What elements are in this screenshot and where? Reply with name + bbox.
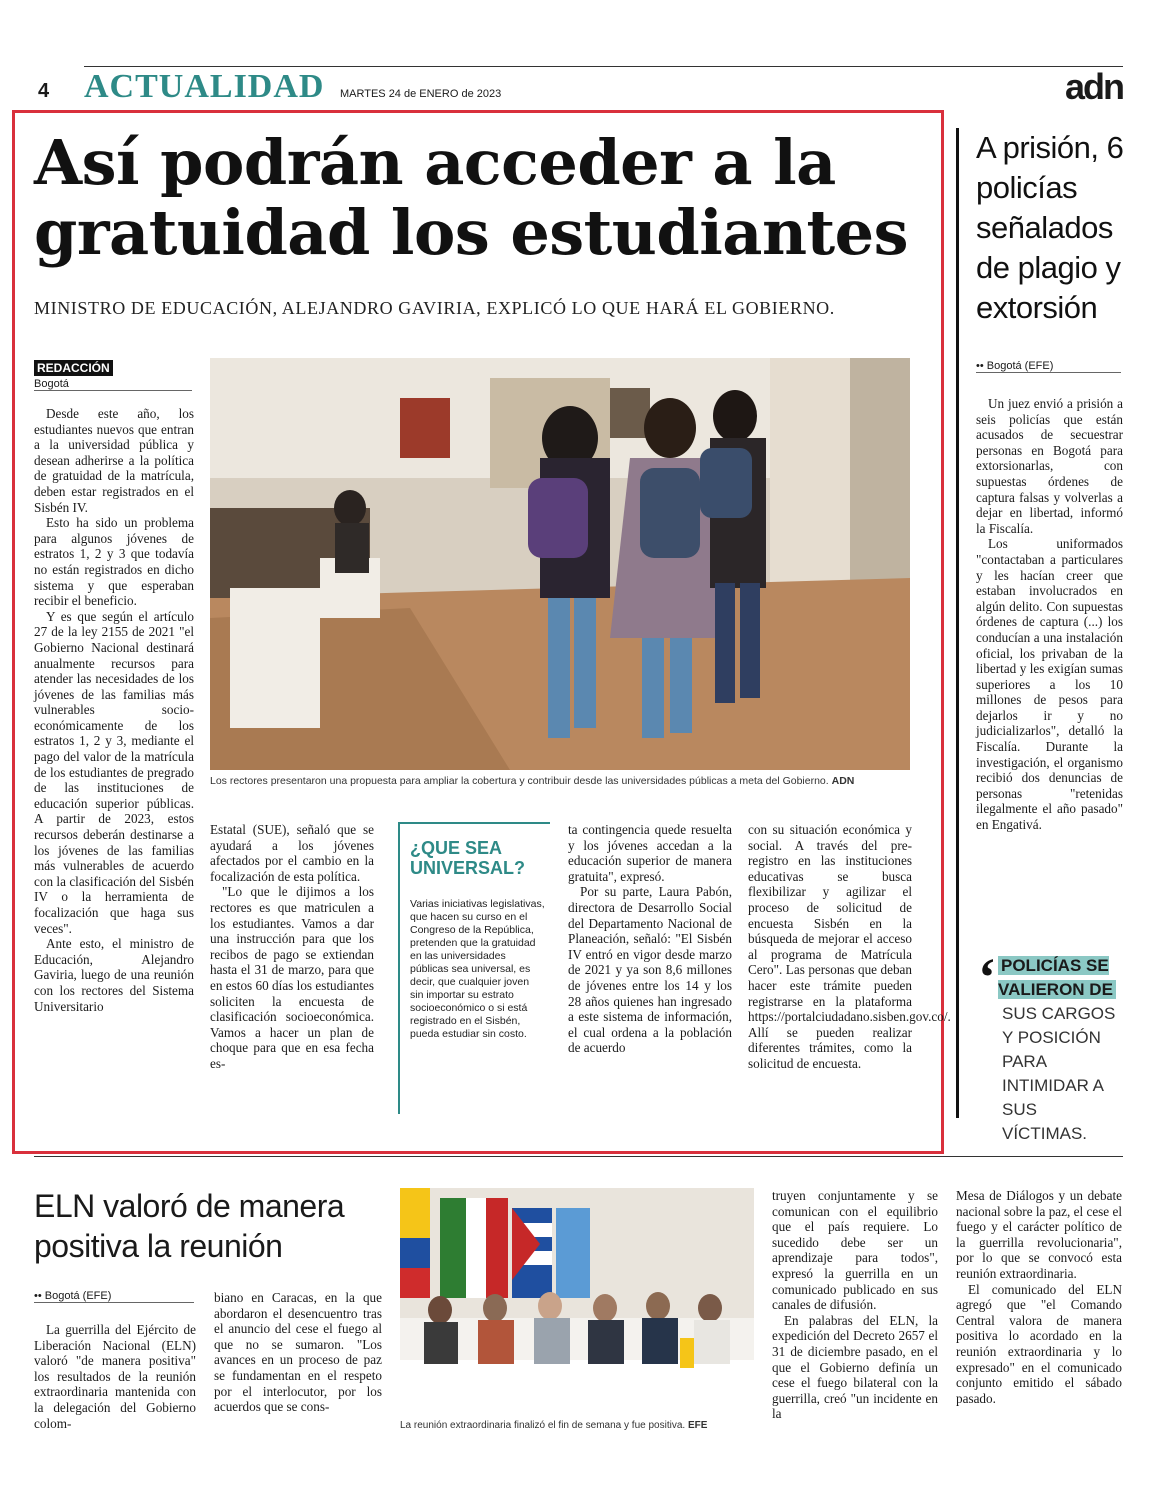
main-column-2 [210, 822, 374, 1072]
main-byline: REDACCIÓN [34, 360, 113, 376]
paragraph: con su situación económica y social. A través del pre-registro en las instituciones educativas se busca flexibilizar y agilizar el proceso de solicitud de encuesta Sisbén en la búsqueda de mejorar el acceso al programa de Matrícula Cero". Las personas que deban hacer este trámite pueden registrarse en la plataforma https://portalciudadano.sisben.gov.co/. Allí se pueden realizar diferentes trámites, como la solicitud de encuesta. [748, 822, 951, 1071]
paragraph: truyen conjuntamente y se comunican con el equilibrio que el país requiere. Lo sucedido debe ser un aprendizaje para todos", expresó la guerrilla en un comunicado publicado en sus canales de difusión. [772, 1188, 938, 1313]
paragraph: Por su parte, Laura Pabón, directora de Desarrollo Social del Departamento Nacional de Planeación, señaló: "El Sisbén IV entró en vigor desde marzo de 2021 y ya son 8,6 millones de jóvenes entre los 14 y los 28 años quienes han ingresado a este sistema de información, el cual ordena a la población de acuerdo [568, 884, 732, 1056]
bottom-column-2 [214, 1290, 382, 1415]
main-byline-city: Bogotá [34, 378, 192, 391]
page-number: 4 [38, 80, 50, 102]
paragraph: Y es que según el artículo 27 de la ley 2155 de 2021 "el Gobierno Nacional destinará anualmente recursos para atender las necesidades de los jóvenes de las familias más vulnerables socio-económicamente de los estratos 1, 2 y 3, mediante el pago del valor de la matrícula de los estudiantes de pregrado de las instituciones de educación superior públicas. A partir de 2023, estos recursos deberán destinarse a los jóvenes de las familias más vulnerables de acuerdo con la clasificación del Sisbén IV o la herramienta de focalización que haga sus veces". [34, 608, 194, 936]
bottom-column-1 [34, 1322, 196, 1431]
photo-caption-text: Los rectores presentaron una propuesta para ampliar la cobertura y contribuir desde las universidades públicas a meta del Gobierno. [210, 775, 829, 787]
sidebox-body: Varias iniciativas legislativas, que hacen su curso en el Congreso de la República, pretenden que la gratuidad en las universidades públicas sea universal, es decir, que cualquier joven sin importar su estrato socioeconómico o si está registrado en el Sisbén, pueda estudiar sin costo. [410, 898, 545, 1040]
paragraph: Ante esto, el ministro de Educación, Alejandro Gaviria, luego de una reunión con los rectores del Sistema Universitario [34, 936, 194, 1014]
eln-meeting-photo [400, 1188, 754, 1416]
students-photo-illustration [210, 358, 910, 770]
pull-quote-text: SUS CARGOS Y POSICIÓN PARA INTIMIDAR A SUS VÍCTIMAS. [1002, 1004, 1116, 1143]
students-photo [210, 358, 910, 770]
sidebox-title: ¿QUE SEA UNIVERSAL? [410, 838, 526, 878]
paragraph: Esto ha sido un problema para algunos jóvenes de estratos 1, 2 y 3 que todavía no están registrados en dicho sistema y que esperaban recibir el beneficio. [34, 515, 194, 609]
bottom-column-3 [772, 1188, 938, 1422]
right-byline: •• Bogotá (EFE) [976, 360, 1121, 373]
main-column-4 [568, 822, 732, 1056]
pull-quote-highlight [998, 954, 1122, 1002]
photo-caption [210, 775, 910, 787]
bottom-byline: •• Bogotá (EFE) [34, 1290, 194, 1303]
eln-photo-caption-credit: EFE [687, 1420, 708, 1431]
quote-mark-icon: ‘ [978, 947, 996, 1007]
header-rule [84, 66, 1123, 67]
main-headline: Así podrán acceder a la gratuidad los estudiantes [34, 126, 909, 269]
paragraph: biano en Caracas, en la que abordaron el desencuentro tras el anuncio del cese el fuego al que no se sumaron. "Los avances en un proceso de paz se fundamentan en el respeto por el interlocutor, por los acuerdos que se cons- [214, 1290, 382, 1415]
bottom-story-rule [34, 1156, 1123, 1157]
paragraph: En palabras del ELN, la expedición del Decreto 2657 el 31 de diciembre pasado, en el que el Gobierno definía un cese el fuego bilateral con la guerrilla, creó "un incidente en la [772, 1312, 938, 1422]
paragraph: Desde este año, los estudiantes nuevos que entran a la universidad pública y desean adherirse a la política de gratuidad de la matrícula, deben estar registrados en el Sisbén IV. [34, 406, 194, 515]
eln-photo-caption-text: La reunión extraordinaria finalizó el fin de semana y fue positiva. [400, 1420, 686, 1431]
main-column-1 [34, 406, 194, 1014]
pull-quote-highlight-text: POLICÍAS SE VALIERON DE [998, 956, 1116, 999]
main-subhead: MINISTRO DE EDUCACIÓN, ALEJANDRO GAVIRIA, EXPLICÓ LO QUE HARÁ EL GOBIERNO. [34, 298, 835, 318]
paragraph: Un juez envió a prisión a seis policías que están acusados de secuestrar personas en Bogotá para extorsionarlas, con supuestas órdenes de captura falsas y volverlas a dejar en libertad, informó la Fiscalía. [976, 396, 1123, 536]
paragraph: El comunicado del ELN agregó que "el Comando Central valora de manera positiva lo acordado en la reunión extraordinaria y lo expresado" en el comunicado conjunto emitido el sábado pasado. [956, 1281, 1122, 1406]
bottom-headline: ELN valoró de manera positiva la reunión [34, 1188, 345, 1264]
paragraph: Estatal (SUE), señaló que se ayudará a los jóvenes afectados por el cambio en la focalización de esta política. [210, 822, 374, 884]
right-body [976, 396, 1123, 833]
bottom-column-4 [956, 1188, 1122, 1406]
paragraph: Mesa de Diálogos y un debate nacional sobre la paz, el cese el fuego y el carácter político de la guerrilla revolucionaria", por lo que se convocó esta reunión extraordinaria. [956, 1188, 1122, 1281]
photo-caption-credit: ADN [831, 775, 855, 787]
issue-date: MARTES 24 de ENERO de 2023 [340, 88, 502, 100]
paragraph: "Lo que le dijimos a los rectores es que matriculen a los estudiantes. Vamos a dar una instrucción para que los recibos de pago se extiendan hasta el 31 de marzo, para que en estos 60 días los estudiantes soliciten la encuesta de clasificación socioeconómica. Vamos a hacer un plan de choque para que en esa fecha es- [210, 884, 374, 1071]
adn-logo: adn [1064, 66, 1123, 107]
main-column-5 [748, 822, 951, 1072]
eln-photo-caption [400, 1420, 754, 1431]
right-story-rule [956, 128, 959, 1118]
section-title: ACTUALIDAD [84, 68, 325, 105]
eln-meeting-photo-illustration [400, 1188, 754, 1416]
paragraph: Los uniformados "contactaban a particulares y les hacían creer que estaban involucrados en algún delito. Con supuestas órdenes de captura (...) los conducían a una instalación oficial, los privaban de la libertad y les exigían sumas superiores a los 10 millones de pesos para dejarlos ir y no judicializarlos", detalló la Fiscalía. Durante la investigación, el organismo recibió dos denuncias de personas "retenidas ilegalmente el año pasado" en Engativá. [976, 536, 1123, 833]
paragraph: ta contingencia quede resuelta y los jóvenes accedan a la educación superior de manera gratuita", expresó. [568, 822, 732, 884]
right-headline: A prisión, 6 policías señalados de plagio y extorsión [976, 130, 1124, 325]
paragraph: La guerrilla del Ejército de Liberación Nacional (ELN) valoró "de manera positiva" los resultados de la reunión extraordinaria mantenida con la delegación del Gobierno colom- [34, 1322, 196, 1431]
